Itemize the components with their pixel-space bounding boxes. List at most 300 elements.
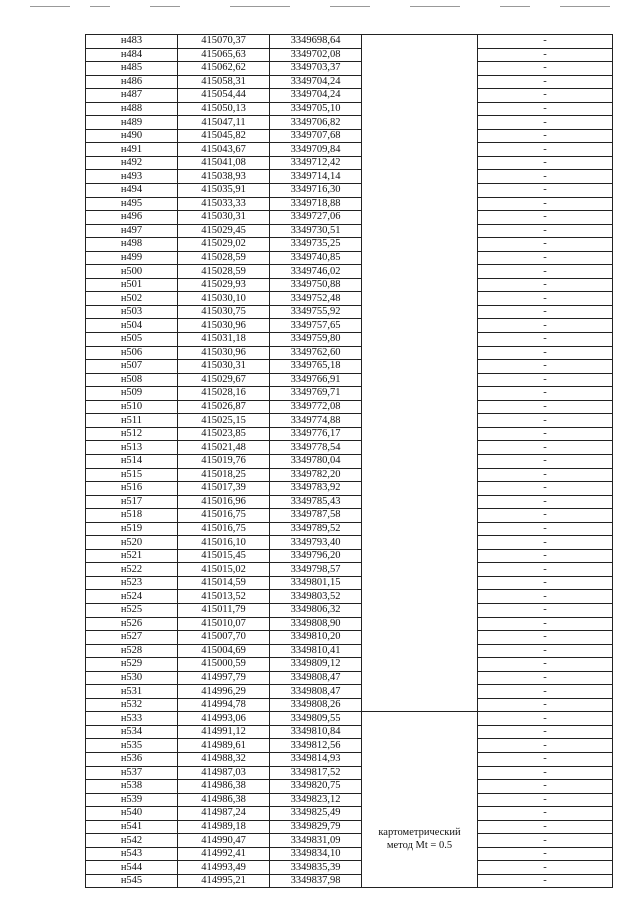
error-cell: - <box>478 820 613 834</box>
error-cell: - <box>478 184 613 198</box>
x-coordinate-cell: 414997,79 <box>178 671 270 685</box>
table-row <box>86 536 613 550</box>
y-coordinate-cell: 3349735,25 <box>270 238 362 252</box>
table-row <box>86 549 613 563</box>
error-cell: - <box>478 373 613 387</box>
point-id-cell: н527 <box>86 631 178 645</box>
x-coordinate-cell: 415023,85 <box>178 427 270 441</box>
y-coordinate-cell: 3349808,47 <box>270 685 362 699</box>
point-id-cell: н505 <box>86 333 178 347</box>
x-coordinate-cell: 414986,38 <box>178 780 270 794</box>
table-row <box>86 156 613 170</box>
point-id-cell: н498 <box>86 238 178 252</box>
point-id-cell: н523 <box>86 576 178 590</box>
x-coordinate-cell: 415030,96 <box>178 346 270 360</box>
y-coordinate-cell: 3349778,54 <box>270 441 362 455</box>
y-coordinate-cell: 3349702,08 <box>270 48 362 62</box>
table-row <box>86 725 613 739</box>
point-id-cell: н517 <box>86 495 178 509</box>
error-cell: - <box>478 874 613 888</box>
point-id-cell: н487 <box>86 89 178 103</box>
error-cell: - <box>478 780 613 794</box>
table-row <box>86 482 613 496</box>
error-cell: - <box>478 725 613 739</box>
y-coordinate-cell: 3349806,32 <box>270 603 362 617</box>
x-coordinate-cell: 415047,11 <box>178 116 270 130</box>
table-row <box>86 861 613 875</box>
x-coordinate-cell: 415029,45 <box>178 224 270 238</box>
point-id-cell: н496 <box>86 211 178 225</box>
x-coordinate-cell: 415030,10 <box>178 292 270 306</box>
table-row <box>86 278 613 292</box>
point-id-cell: н488 <box>86 102 178 116</box>
point-id-cell: н492 <box>86 156 178 170</box>
point-id-cell: н543 <box>86 847 178 861</box>
y-coordinate-cell: 3349810,20 <box>270 631 362 645</box>
x-coordinate-cell: 415000,59 <box>178 658 270 672</box>
x-coordinate-cell: 414991,12 <box>178 725 270 739</box>
table-row <box>86 603 613 617</box>
y-coordinate-cell: 3349755,92 <box>270 305 362 319</box>
y-coordinate-cell: 3349757,65 <box>270 319 362 333</box>
error-cell: - <box>478 631 613 645</box>
error-cell: - <box>478 35 613 49</box>
x-coordinate-cell: 415019,76 <box>178 454 270 468</box>
x-coordinate-cell: 415041,08 <box>178 156 270 170</box>
point-id-cell: н533 <box>86 712 178 726</box>
y-coordinate-cell: 3349787,58 <box>270 509 362 523</box>
error-cell: - <box>478 333 613 347</box>
error-cell: - <box>478 116 613 130</box>
error-cell: - <box>478 549 613 563</box>
error-cell: - <box>478 495 613 509</box>
point-id-cell: н506 <box>86 346 178 360</box>
y-coordinate-cell: 3349820,75 <box>270 780 362 794</box>
table-row <box>86 807 613 821</box>
point-id-cell: н519 <box>86 522 178 536</box>
table-row <box>86 319 613 333</box>
x-coordinate-cell: 415030,31 <box>178 360 270 374</box>
table-row <box>86 292 613 306</box>
table-row <box>86 563 613 577</box>
point-id-cell: н490 <box>86 129 178 143</box>
error-cell: - <box>478 685 613 699</box>
x-coordinate-cell: 415017,39 <box>178 482 270 496</box>
y-coordinate-cell: 3349762,60 <box>270 346 362 360</box>
table-row <box>86 48 613 62</box>
table-row <box>86 143 613 157</box>
error-cell: - <box>478 441 613 455</box>
x-coordinate-cell: 415028,16 <box>178 387 270 401</box>
error-cell: - <box>478 89 613 103</box>
error-cell: - <box>478 346 613 360</box>
point-id-cell: н528 <box>86 644 178 658</box>
y-coordinate-cell: 3349714,14 <box>270 170 362 184</box>
table-row <box>86 373 613 387</box>
table-row <box>86 752 613 766</box>
y-coordinate-cell: 3349727,06 <box>270 211 362 225</box>
table-row <box>86 454 613 468</box>
error-cell: - <box>478 617 613 631</box>
error-cell: - <box>478 305 613 319</box>
point-id-cell: н524 <box>86 590 178 604</box>
error-cell: - <box>478 576 613 590</box>
error-cell: - <box>478 671 613 685</box>
y-coordinate-cell: 3349776,17 <box>270 427 362 441</box>
x-coordinate-cell: 415015,45 <box>178 549 270 563</box>
point-id-cell: н531 <box>86 685 178 699</box>
y-coordinate-cell: 3349801,15 <box>270 576 362 590</box>
y-coordinate-cell: 3349789,52 <box>270 522 362 536</box>
y-coordinate-cell: 3349740,85 <box>270 251 362 265</box>
error-cell: - <box>478 400 613 414</box>
error-cell: - <box>478 522 613 536</box>
x-coordinate-cell: 415016,75 <box>178 509 270 523</box>
table-row <box>86 671 613 685</box>
point-id-cell: н529 <box>86 658 178 672</box>
error-cell: - <box>478 509 613 523</box>
y-coordinate-cell: 3349716,30 <box>270 184 362 198</box>
error-cell: - <box>478 224 613 238</box>
error-cell: - <box>478 766 613 780</box>
y-coordinate-cell: 3349765,18 <box>270 360 362 374</box>
x-coordinate-cell: 415016,96 <box>178 495 270 509</box>
error-cell: - <box>478 48 613 62</box>
point-id-cell: н485 <box>86 62 178 76</box>
method-note-cell <box>362 712 478 888</box>
table-row <box>86 780 613 794</box>
table-row <box>86 874 613 888</box>
y-coordinate-cell: 3349730,51 <box>270 224 362 238</box>
point-id-cell: н518 <box>86 509 178 523</box>
error-cell: - <box>478 834 613 848</box>
x-coordinate-cell: 415029,02 <box>178 238 270 252</box>
table-row <box>86 400 613 414</box>
x-coordinate-cell: 415028,59 <box>178 265 270 279</box>
error-cell: - <box>478 238 613 252</box>
table-row <box>86 251 613 265</box>
y-coordinate-cell: 3349704,24 <box>270 89 362 103</box>
error-cell: - <box>478 793 613 807</box>
method-note-line1: картометрический <box>378 826 461 838</box>
table-row <box>86 305 613 319</box>
x-coordinate-cell: 415004,69 <box>178 644 270 658</box>
y-coordinate-cell: 3349706,82 <box>270 116 362 130</box>
error-cell: - <box>478 603 613 617</box>
table-row <box>86 360 613 374</box>
point-id-cell: н507 <box>86 360 178 374</box>
table-row <box>86 441 613 455</box>
point-id-cell: н525 <box>86 603 178 617</box>
point-id-cell: н516 <box>86 482 178 496</box>
x-coordinate-cell: 414989,61 <box>178 739 270 753</box>
x-coordinate-cell: 415033,33 <box>178 197 270 211</box>
x-coordinate-cell: 415021,48 <box>178 441 270 455</box>
error-cell: - <box>478 536 613 550</box>
error-cell: - <box>478 739 613 753</box>
error-cell: - <box>478 387 613 401</box>
x-coordinate-cell: 415029,67 <box>178 373 270 387</box>
point-id-cell: н501 <box>86 278 178 292</box>
table-row <box>86 211 613 225</box>
x-coordinate-cell: 415038,93 <box>178 170 270 184</box>
x-coordinate-cell: 415014,59 <box>178 576 270 590</box>
table-row <box>86 238 613 252</box>
x-coordinate-cell: 414992,41 <box>178 847 270 861</box>
x-coordinate-cell: 414986,38 <box>178 793 270 807</box>
y-coordinate-cell: 3349808,26 <box>270 698 362 712</box>
y-coordinate-cell: 3349750,88 <box>270 278 362 292</box>
y-coordinate-cell: 3349712,42 <box>270 156 362 170</box>
table-row <box>86 766 613 780</box>
table-row <box>86 712 613 726</box>
table-row <box>86 35 613 49</box>
y-coordinate-cell: 3349814,93 <box>270 752 362 766</box>
table-row <box>86 75 613 89</box>
y-coordinate-cell: 3349798,57 <box>270 563 362 577</box>
y-coordinate-cell: 3349704,24 <box>270 75 362 89</box>
error-cell: - <box>478 156 613 170</box>
point-id-cell: н510 <box>86 400 178 414</box>
point-id-cell: н521 <box>86 549 178 563</box>
x-coordinate-cell: 414996,29 <box>178 685 270 699</box>
point-id-cell: н511 <box>86 414 178 428</box>
error-cell: - <box>478 698 613 712</box>
error-cell: - <box>478 251 613 265</box>
y-coordinate-cell: 3349774,88 <box>270 414 362 428</box>
point-id-cell: н522 <box>86 563 178 577</box>
table-row <box>86 644 613 658</box>
y-coordinate-cell: 3349718,88 <box>270 197 362 211</box>
error-cell: - <box>478 427 613 441</box>
point-id-cell: н499 <box>86 251 178 265</box>
error-cell: - <box>478 847 613 861</box>
table-row <box>86 265 613 279</box>
table-row <box>86 522 613 536</box>
table-row <box>86 495 613 509</box>
x-coordinate-cell: 414995,21 <box>178 874 270 888</box>
table-row <box>86 834 613 848</box>
y-coordinate-cell: 3349808,90 <box>270 617 362 631</box>
error-cell: - <box>478 197 613 211</box>
error-cell: - <box>478 468 613 482</box>
x-coordinate-cell: 415030,96 <box>178 319 270 333</box>
x-coordinate-cell: 414989,18 <box>178 820 270 834</box>
table-row <box>86 346 613 360</box>
error-cell: - <box>478 752 613 766</box>
point-id-cell: н545 <box>86 874 178 888</box>
x-coordinate-cell: 415011,79 <box>178 603 270 617</box>
error-cell: - <box>478 644 613 658</box>
x-coordinate-cell: 415016,10 <box>178 536 270 550</box>
x-coordinate-cell: 415031,18 <box>178 333 270 347</box>
table-row <box>86 387 613 401</box>
table-row <box>86 820 613 834</box>
point-id-cell: н532 <box>86 698 178 712</box>
point-id-cell: н541 <box>86 820 178 834</box>
table-row <box>86 685 613 699</box>
y-coordinate-cell: 3349752,48 <box>270 292 362 306</box>
method-cell-empty <box>362 35 478 712</box>
y-coordinate-cell: 3349809,55 <box>270 712 362 726</box>
scan-edge-marks <box>30 6 610 12</box>
table-row <box>86 590 613 604</box>
error-cell: - <box>478 658 613 672</box>
point-id-cell: н504 <box>86 319 178 333</box>
y-coordinate-cell: 3349834,10 <box>270 847 362 861</box>
error-cell: - <box>478 454 613 468</box>
error-cell: - <box>478 170 613 184</box>
point-id-cell: н491 <box>86 143 178 157</box>
coordinates-table <box>85 34 613 888</box>
point-id-cell: н509 <box>86 387 178 401</box>
y-coordinate-cell: 3349785,43 <box>270 495 362 509</box>
x-coordinate-cell: 414990,47 <box>178 834 270 848</box>
x-coordinate-cell: 415025,15 <box>178 414 270 428</box>
point-id-cell: н486 <box>86 75 178 89</box>
x-coordinate-cell: 415035,91 <box>178 184 270 198</box>
point-id-cell: н513 <box>86 441 178 455</box>
error-cell: - <box>478 75 613 89</box>
table-row <box>86 197 613 211</box>
x-coordinate-cell: 415050,13 <box>178 102 270 116</box>
error-cell: - <box>478 143 613 157</box>
y-coordinate-cell: 3349698,64 <box>270 35 362 49</box>
table-row <box>86 62 613 76</box>
error-cell: - <box>478 360 613 374</box>
table-row <box>86 102 613 116</box>
y-coordinate-cell: 3349780,04 <box>270 454 362 468</box>
table-row <box>86 184 613 198</box>
point-id-cell: н483 <box>86 35 178 49</box>
error-cell: - <box>478 292 613 306</box>
table-row <box>86 224 613 238</box>
y-coordinate-cell: 3349703,37 <box>270 62 362 76</box>
y-coordinate-cell: 3349793,40 <box>270 536 362 550</box>
point-id-cell: н503 <box>86 305 178 319</box>
error-cell: - <box>478 102 613 116</box>
table-row <box>86 129 613 143</box>
x-coordinate-cell: 415070,37 <box>178 35 270 49</box>
x-coordinate-cell: 415030,75 <box>178 305 270 319</box>
point-id-cell: н539 <box>86 793 178 807</box>
y-coordinate-cell: 3349812,56 <box>270 739 362 753</box>
point-id-cell: н540 <box>86 807 178 821</box>
x-coordinate-cell: 415013,52 <box>178 590 270 604</box>
y-coordinate-cell: 3349707,68 <box>270 129 362 143</box>
y-coordinate-cell: 3349783,92 <box>270 482 362 496</box>
point-id-cell: н502 <box>86 292 178 306</box>
x-coordinate-cell: 415026,87 <box>178 400 270 414</box>
point-id-cell: н537 <box>86 766 178 780</box>
error-cell: - <box>478 278 613 292</box>
error-cell: - <box>478 590 613 604</box>
table-row <box>86 509 613 523</box>
x-coordinate-cell: 415062,62 <box>178 62 270 76</box>
x-coordinate-cell: 415016,75 <box>178 522 270 536</box>
point-id-cell: н484 <box>86 48 178 62</box>
x-coordinate-cell: 414993,49 <box>178 861 270 875</box>
error-cell: - <box>478 265 613 279</box>
x-coordinate-cell: 415058,31 <box>178 75 270 89</box>
x-coordinate-cell: 415028,59 <box>178 251 270 265</box>
y-coordinate-cell: 3349810,41 <box>270 644 362 658</box>
y-coordinate-cell: 3349809,12 <box>270 658 362 672</box>
table-row <box>86 739 613 753</box>
x-coordinate-cell: 415029,93 <box>178 278 270 292</box>
x-coordinate-cell: 415007,70 <box>178 631 270 645</box>
x-coordinate-cell: 415015,02 <box>178 563 270 577</box>
point-id-cell: н536 <box>86 752 178 766</box>
y-coordinate-cell: 3349759,80 <box>270 333 362 347</box>
error-cell: - <box>478 129 613 143</box>
table-row <box>86 414 613 428</box>
point-id-cell: н538 <box>86 780 178 794</box>
table-row <box>86 793 613 807</box>
point-id-cell: н493 <box>86 170 178 184</box>
x-coordinate-cell: 414987,03 <box>178 766 270 780</box>
point-id-cell: н530 <box>86 671 178 685</box>
point-id-cell: н520 <box>86 536 178 550</box>
error-cell: - <box>478 414 613 428</box>
y-coordinate-cell: 3349803,52 <box>270 590 362 604</box>
y-coordinate-cell: 3349746,02 <box>270 265 362 279</box>
table-row <box>86 698 613 712</box>
point-id-cell: н495 <box>86 197 178 211</box>
x-coordinate-cell: 415030,31 <box>178 211 270 225</box>
y-coordinate-cell: 3349709,84 <box>270 143 362 157</box>
error-cell: - <box>478 807 613 821</box>
y-coordinate-cell: 3349817,52 <box>270 766 362 780</box>
table-row <box>86 170 613 184</box>
table-row <box>86 116 613 130</box>
x-coordinate-cell: 414994,78 <box>178 698 270 712</box>
y-coordinate-cell: 3349810,84 <box>270 725 362 739</box>
x-coordinate-cell: 415043,67 <box>178 143 270 157</box>
point-id-cell: н542 <box>86 834 178 848</box>
x-coordinate-cell: 415065,63 <box>178 48 270 62</box>
x-coordinate-cell: 414993,06 <box>178 712 270 726</box>
point-id-cell: н535 <box>86 739 178 753</box>
y-coordinate-cell: 3349796,20 <box>270 549 362 563</box>
table-row <box>86 427 613 441</box>
error-cell: - <box>478 482 613 496</box>
y-coordinate-cell: 3349808,47 <box>270 671 362 685</box>
point-id-cell: н489 <box>86 116 178 130</box>
x-coordinate-cell: 415054,44 <box>178 89 270 103</box>
point-id-cell: н494 <box>86 184 178 198</box>
method-note-line2: метод Mt = 0.5 <box>386 839 453 851</box>
table-row <box>86 658 613 672</box>
table-row <box>86 847 613 861</box>
error-cell: - <box>478 211 613 225</box>
point-id-cell: н512 <box>86 427 178 441</box>
error-cell: - <box>478 861 613 875</box>
point-id-cell: н500 <box>86 265 178 279</box>
table-row <box>86 617 613 631</box>
table-row <box>86 333 613 347</box>
error-cell: - <box>478 712 613 726</box>
y-coordinate-cell: 3349782,20 <box>270 468 362 482</box>
x-coordinate-cell: 415010,07 <box>178 617 270 631</box>
y-coordinate-cell: 3349831,09 <box>270 834 362 848</box>
point-id-cell: н497 <box>86 224 178 238</box>
point-id-cell: н515 <box>86 468 178 482</box>
table-row <box>86 89 613 103</box>
error-cell: - <box>478 319 613 333</box>
point-id-cell: н534 <box>86 725 178 739</box>
table-row <box>86 631 613 645</box>
